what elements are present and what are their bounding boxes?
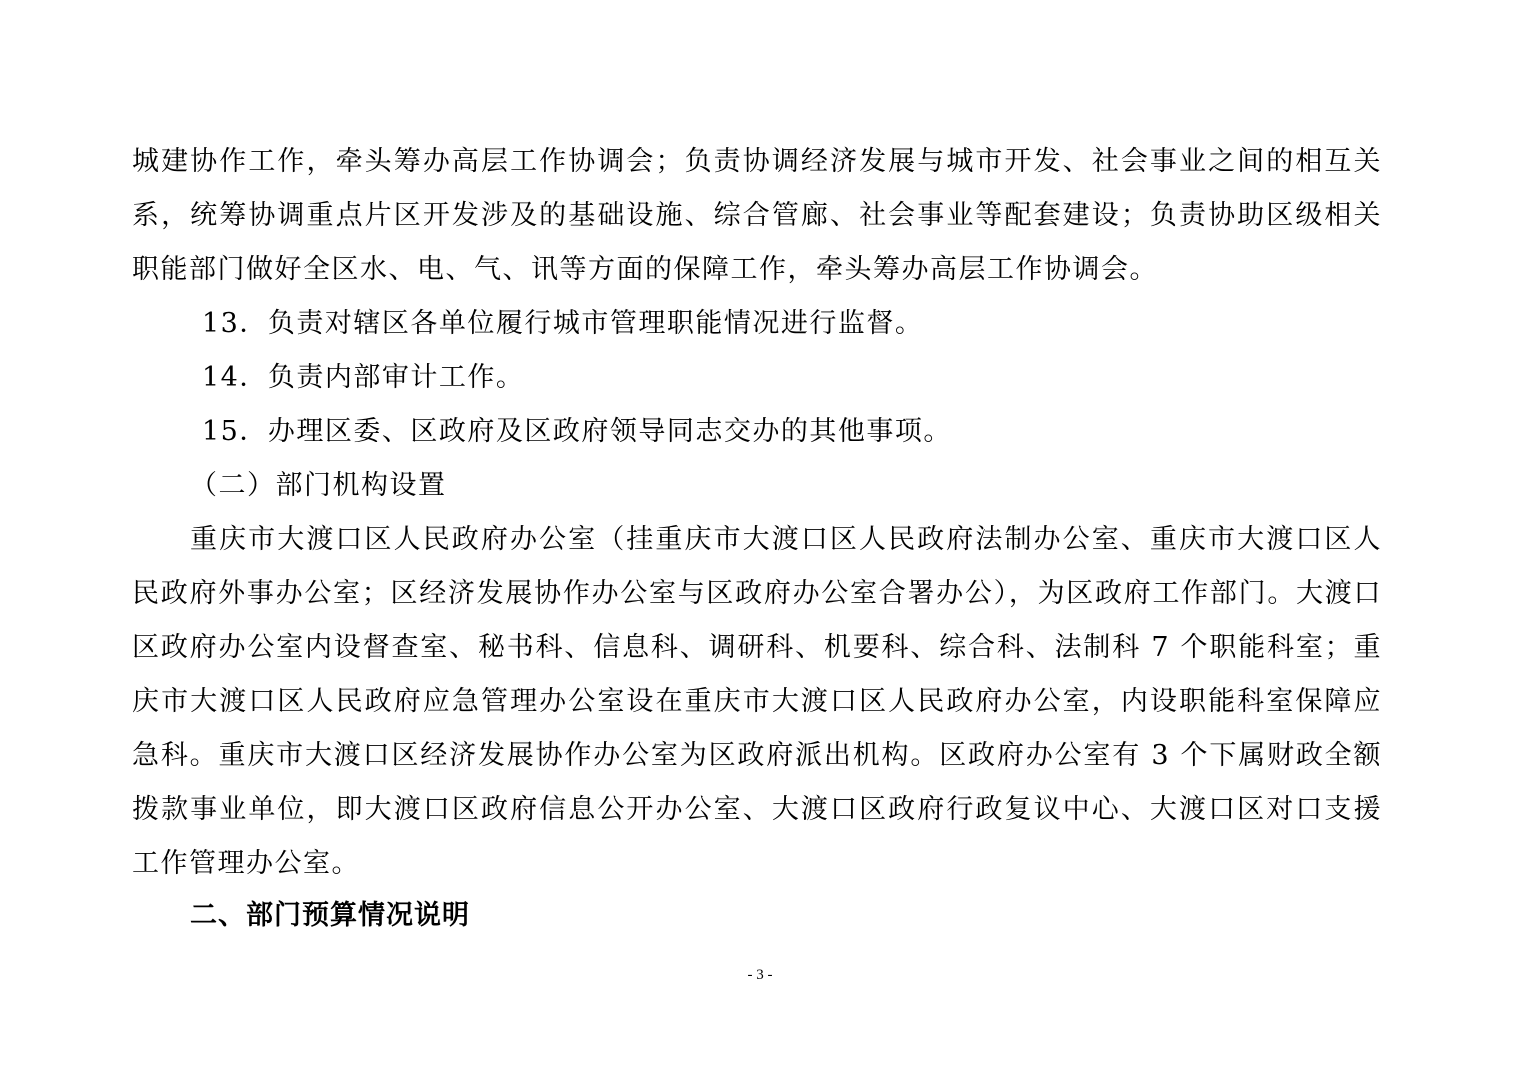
- list-item: 13．负责对辖区各单位履行城市管理职能情况进行监督。: [202, 308, 924, 339]
- paragraph-line: 区政府办公室内设督查室、秘书科、信息科、调研科、机要科、综合科、法制科 7 个职能科室；重: [132, 632, 1382, 663]
- list-item: 15．办理区委、区政府及区政府领导同志交办的其他事项。: [202, 416, 952, 447]
- subsection-title: （二）部门机构设置: [190, 470, 447, 501]
- list-item: 14．负责内部审计工作。: [202, 362, 525, 393]
- paragraph-line: 职能部门做好全区水、电、气、讯等方面的保障工作，牵头筹办高层工作协调会。: [132, 254, 1158, 285]
- section-heading: 二、部门预算情况说明: [190, 900, 470, 931]
- paragraph-line: 工作管理办公室。: [132, 848, 360, 879]
- paragraph-line: 系，统筹协调重点片区开发涉及的基础设施、综合管廊、社会事业等配套建设；负责协助区级相关: [132, 200, 1382, 231]
- paragraph-line: 重庆市大渡口区人民政府办公室（挂重庆市大渡口区人民政府法制办公室、重庆市大渡口区人: [190, 524, 1382, 555]
- page-number: - 3 -: [747, 967, 773, 983]
- paragraph-line: 拨款事业单位，即大渡口区政府信息公开办公室、大渡口区政府行政复议中心、大渡口区对口支援: [132, 794, 1382, 825]
- paragraph-line: 城建协作工作，牵头筹办高层工作协调会；负责协调经济发展与城市开发、社会事业之间的相互关: [132, 146, 1382, 177]
- paragraph-line: 民政府外事办公室；区经济发展协作办公室与区政府办公室合署办公），为区政府工作部门。大渡口: [132, 578, 1382, 609]
- paragraph-line: 庆市大渡口区人民政府应急管理办公室设在重庆市大渡口区人民政府办公室，内设职能科室保障应: [132, 686, 1382, 717]
- paragraph-line: 急科。重庆市大渡口区经济发展协作办公室为区政府派出机构。区政府办公室有 3 个下属财政全额: [132, 740, 1382, 771]
